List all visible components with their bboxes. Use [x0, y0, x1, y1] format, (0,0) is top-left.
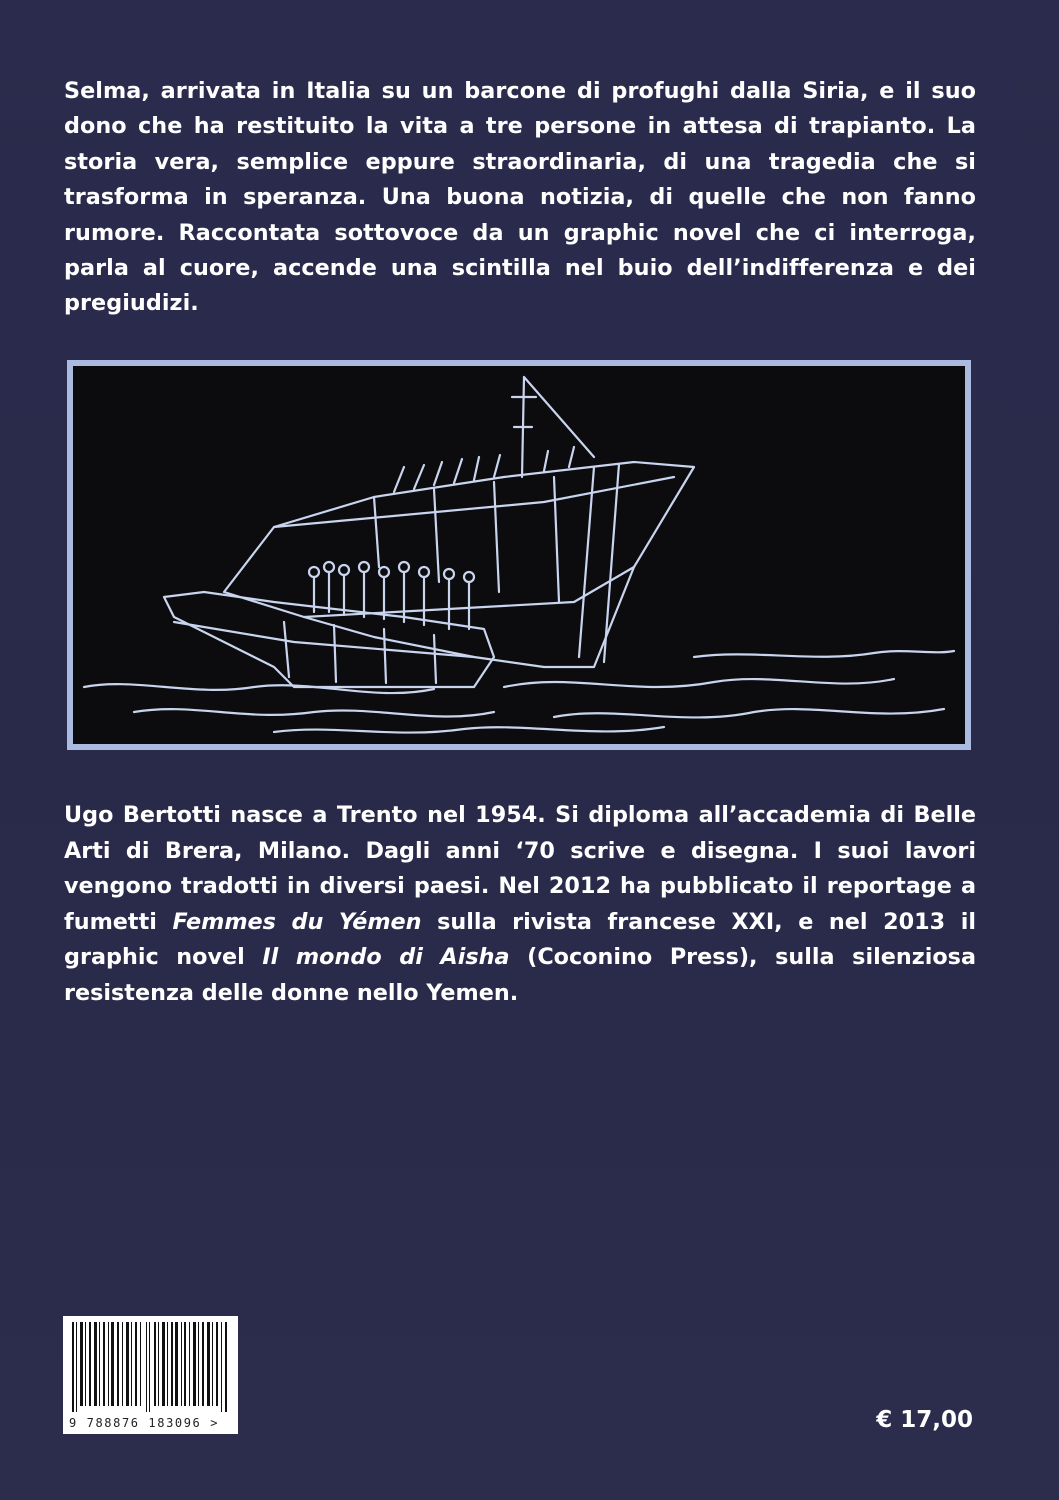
author-bio	[64, 798, 976, 1012]
price-label: € 17,00	[876, 1407, 973, 1433]
bio-text-3: (Coconino Press), sulla silenziosa resistenza delle donne nello Yemen.	[64, 944, 976, 1006]
bio-italic-title-2: Il mondo di Aisha	[262, 944, 510, 971]
barcode-icon	[70, 1322, 231, 1412]
bio-italic-title-1: Femmes du Yémen	[172, 908, 422, 935]
illustration-panel	[73, 366, 965, 744]
bio-text-1: nasce a Trento nel 1954. Si diploma all’accademia di Belle Arti di Brera, Milano. Dagli anni ‘70 scrive e disegna. I suoi lavori vengono tradotti in diversi paesi. Nel 2012 ha pubblicato il reportage a fumetti	[64, 802, 976, 935]
bio-text-2: sulla rivista francese XXI, e nel 2013 il graphic novel	[64, 908, 977, 971]
blurb-text: Selma, arrivata in Italia su un barcone di profughi dalla Siria, e il suo dono che ha restituito la vita a tre persone in attesa di trapianto. La storia vera, semplice eppure straordinaria, di una tragedia che si trasforma in speranza. Una buona notizia, di quelle che non fanno rumore. Raccontata sottovoce da un graphic novel che ci interroga, parla al cuore, accende una scintilla nel buio dell’indifferenza e dei pregiudizi.	[64, 78, 976, 317]
isbn-number: 9 788876 183096 >	[69, 1416, 220, 1430]
author-name: Ugo Bertotti	[64, 802, 221, 828]
boat-illustration	[67, 360, 971, 750]
refugee-boat-icon	[74, 367, 964, 743]
isbn-barcode	[63, 1316, 238, 1434]
